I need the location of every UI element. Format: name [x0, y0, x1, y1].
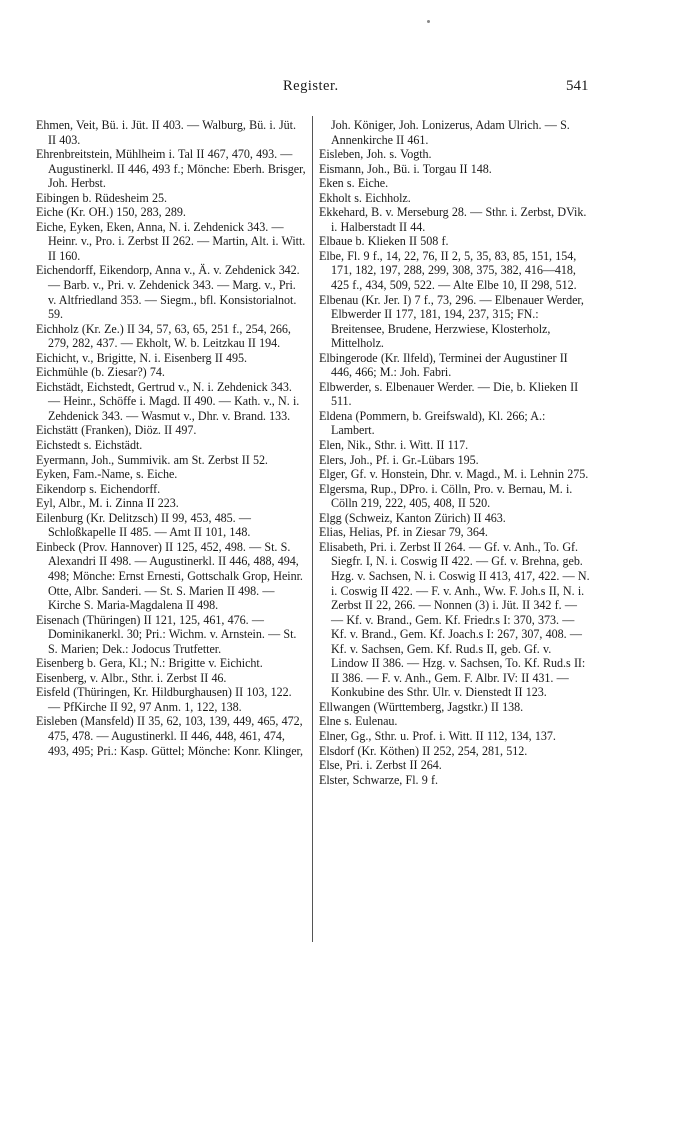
index-entry: Eiche, Eyken, Eken, Anna, N. i. Zehdenick 343. — Heinr. v., Pro. i. Zerbst II 262. — Martin, Alt. i. Witt. II 160. — [36, 219, 306, 263]
index-entry: Elbingerode (Kr. Ilfeld), Terminei der Augustiner II 446, 466; M.: Joh. Fabri. — [319, 350, 568, 380]
index-entry: Eyermann, Joh., Summivik. am St. Zerbst II 52. — [36, 452, 268, 467]
index-entry: Ekkehard, B. v. Merseburg 28. — Sthr. i. Zerbst, DVik. i. Halberstadt II 44. — [319, 205, 587, 234]
index-entry: Elbenau (Kr. Jer. I) 7 f., 73, 296. — Elbenauer Werder, Elbwerder II 177, 181, 194, 237, 315; FN.: Breitensee, Brudene, Herzwiese, Klosterholz, Mittelholz. — [319, 292, 584, 351]
right-column — [319, 118, 590, 787]
index-entry: Eyl, Albr., M. i. Zinna II 223. — [36, 496, 179, 511]
index-entry: Elster, Schwarze, Fl. 9 f. — [319, 772, 438, 787]
index-entry: Ehmen, Veit, Bü. i. Jüt. II 403. — Walburg, Bü. i. Jüt. II 403. — [36, 118, 296, 147]
index-entry: Eisleben, Joh. s. Vogth. — [319, 147, 432, 162]
page-header — [0, 78, 700, 98]
index-entry: Eken s. Eiche. — [319, 176, 389, 191]
index-entry: Eisenach (Thüringen) II 121, 125, 461, 476. — Dominikanerkl. 30; Pri.: Wichm. v. Arnstein. — St. S. Marien; Dek.: Jodocus Trutfetter. — [36, 612, 297, 656]
index-entry: Elgersma, Rup., DPro. i. Cölln, Pro. v. Bernau, M. i. Cölln 219, 222, 405, 408, II 520. — [319, 481, 573, 511]
index-entry: Eikendorp s. Eichendorff. — [36, 481, 161, 496]
index-entry: Else, Pri. i. Zerbst II 264. — [319, 758, 442, 773]
index-entry: Einbeck (Prov. Hannover) II 125, 452, 498. — St. S. Alexandri II 498. — Augustinerkl. II 446, 488, 494, 498; Mönche: Ernst Ernesti, Gottschalk Grop, Heinr. Otte, Albr. Sanderi. — St. S. Marien II 498. — Kirche S. Maria-Magdalena II 498. — [36, 539, 303, 613]
index-entry: Eismann, Joh., Bü. i. Torgau II 148. — [319, 161, 492, 176]
index-entry: Ellwangen (Württemberg, Jagstkr.) II 138. — [319, 699, 524, 714]
index-entry: Elers, Joh., Pf. i. Gr.-Lübars 195. — [319, 452, 479, 467]
index-entry: Elger, Gf. v. Honstein, Dhr. v. Magd., M. i. Lehnin 275. — [319, 467, 589, 482]
running-title: Register. — [283, 78, 339, 94]
index-entry: Eiche (Kr. OH.) 150, 283, 289. — [36, 205, 186, 220]
index-entry: Elsdorf (Kr. Köthen) II 252, 254, 281, 512. — [319, 743, 528, 758]
column-divider — [312, 116, 313, 942]
index-entry: Eisleben (Mansfeld) II 35, 62, 103, 139, 449, 465, 472, 475, 478. — Augustinerkl. II 446, 448, 461, 474, 493, 495; Pri.: Kasp. Güttel; Mönche: Konr. Klinger, — [36, 714, 303, 758]
index-entry: Eichmühle (b. Ziesar?) 74. — [36, 365, 165, 380]
index-entry: Eichstädt, Eichstedt, Gertrud v., N. i. Zehdenick 343. — Heinr., Schöffe i. Magd. II 490. — Kath. v., N. i. Zehdenick 343. — Wasmut v., Dhr. v. Brand. 133. — [36, 379, 300, 423]
index-entry: Elen, Nik., Sthr. i. Witt. II 117. — [319, 438, 469, 453]
index-entry: Ehrenbreitstein, Mühlheim i. Tal II 467, 470, 493. — Augustinerkl. II 446, 493 f.; Mönche: Eberh. Brisger, Joh. Herbst. — [36, 147, 306, 191]
index-entry: Elbe, Fl. 9 f., 14, 22, 76, II 2, 5, 35, 83, 85, 151, 154, 171, 182, 197, 288, 299, 308, 375, 382, 416—418, 425 f., 434, 509, 522. — Alte Elbe 10, II 298, 512. — [319, 248, 577, 293]
index-entry: Eibingen b. Rüdesheim 25. — [36, 190, 167, 205]
index-entry: Eichstedt s. Eichstädt. — [36, 438, 143, 453]
paper-speck — [427, 20, 430, 23]
index-entry: Elne s. Eulenau. — [319, 714, 398, 729]
index-entry: Eichicht, v., Brigitte, N. i. Eisenberg II 495. — [36, 350, 248, 365]
index-entry: Eichendorff, Eikendorp, Anna v., Ä. v. Zehdenick 342. — Barb. v., Pri. v. Zehdenick 343. — Marg. v., Pri. v. Altfriedland 353. — Siegm., bfl. Konsistorialnot. 59. — [36, 263, 300, 322]
index-entry: Elias, Helias, Pf. in Ziesar 79, 364. — [319, 525, 488, 540]
left-column — [36, 118, 306, 758]
index-entry: Elgg (Schweiz, Kanton Zürich) II 463. — [319, 510, 506, 525]
page-number: 541 — [566, 78, 589, 94]
index-entry: Eichholz (Kr. Ze.) II 34, 57, 63, 65, 251 f., 254, 266, 279, 282, 437. — Ekholt, W. b. Leitzkau II 194. — [36, 321, 291, 351]
index-entry: Elbwerder, s. Elbenauer Werder. — Die, b. Klieken II 511. — [319, 379, 579, 409]
index-entry: Eyken, Fam.-Name, s. Eiche. — [36, 467, 178, 482]
index-entry: Eisfeld (Thüringen, Kr. Hildburghausen) II 103, 122. — PfKirche II 92, 97 Anm. 1, 122, 138. — [36, 685, 292, 714]
index-entry: Ekholt s. Eichholz. — [319, 190, 411, 205]
index-entry: Elisabeth, Pri. i. Zerbst II 264. — Gf. v. Anh., To. Gf. Siegfr. I, N. i. Coswig II 422. — Gf. v. Brehna, geb. Hzg. v. Sachsen, N. i. Coswig II 413, 417, 422. — N. i. Coswig II 422. — F. v. Anh., Ww. F. Joh.s II, N. i. Zerbst II 22, 266. — Nonnen (3) i. Jüt. II 342 f. — — Kf. v. Brand., Gem. Kf. Friedr.s I: 370, 373. — Kf. v. Brand., Gem. Kf. Joach.s I: 267, 307, 408. — Kf. v. Sachsen, Gem. Kf. Rud.s II, geb. Gf. v. Lindow II 386. — Hzg. v. Sachsen, To. Kf. Rud.s II: II 386. — F. v. Anh., Gem. F. Albr. IV: II 431. — Konkubine des Sthr. Ulr. v. Dienstedt II 123. — [319, 539, 590, 700]
index-entry: Elner, Gg., Sthr. u. Prof. i. Witt. II 112, 134, 137. — [319, 728, 556, 743]
index-entry: Eichstätt (Franken), Diöz. II 497. — [36, 423, 197, 438]
index-entry: Elbaue b. Klieken II 508 f. — [319, 234, 449, 249]
index-entry: Eisenberg, v. Albr., Sthr. i. Zerbst II 46. — [36, 670, 227, 685]
index-entry-continuation: Joh. Königer, Joh. Lonizerus, Adam Ulrich. — S. Annenkirche II 461. — [331, 118, 570, 147]
index-entry: Eisenberg b. Gera, Kl.; N.: Brigitte v. Eichicht. — [36, 656, 263, 671]
index-entry: Eilenburg (Kr. Delitzsch) II 99, 453, 485. — Schloßkapelle II 485. — Amt II 101, 148. — [36, 510, 251, 540]
index-entry: Eldena (Pommern, b. Greifswald), Kl. 266; A.: Lambert. — [319, 408, 546, 438]
